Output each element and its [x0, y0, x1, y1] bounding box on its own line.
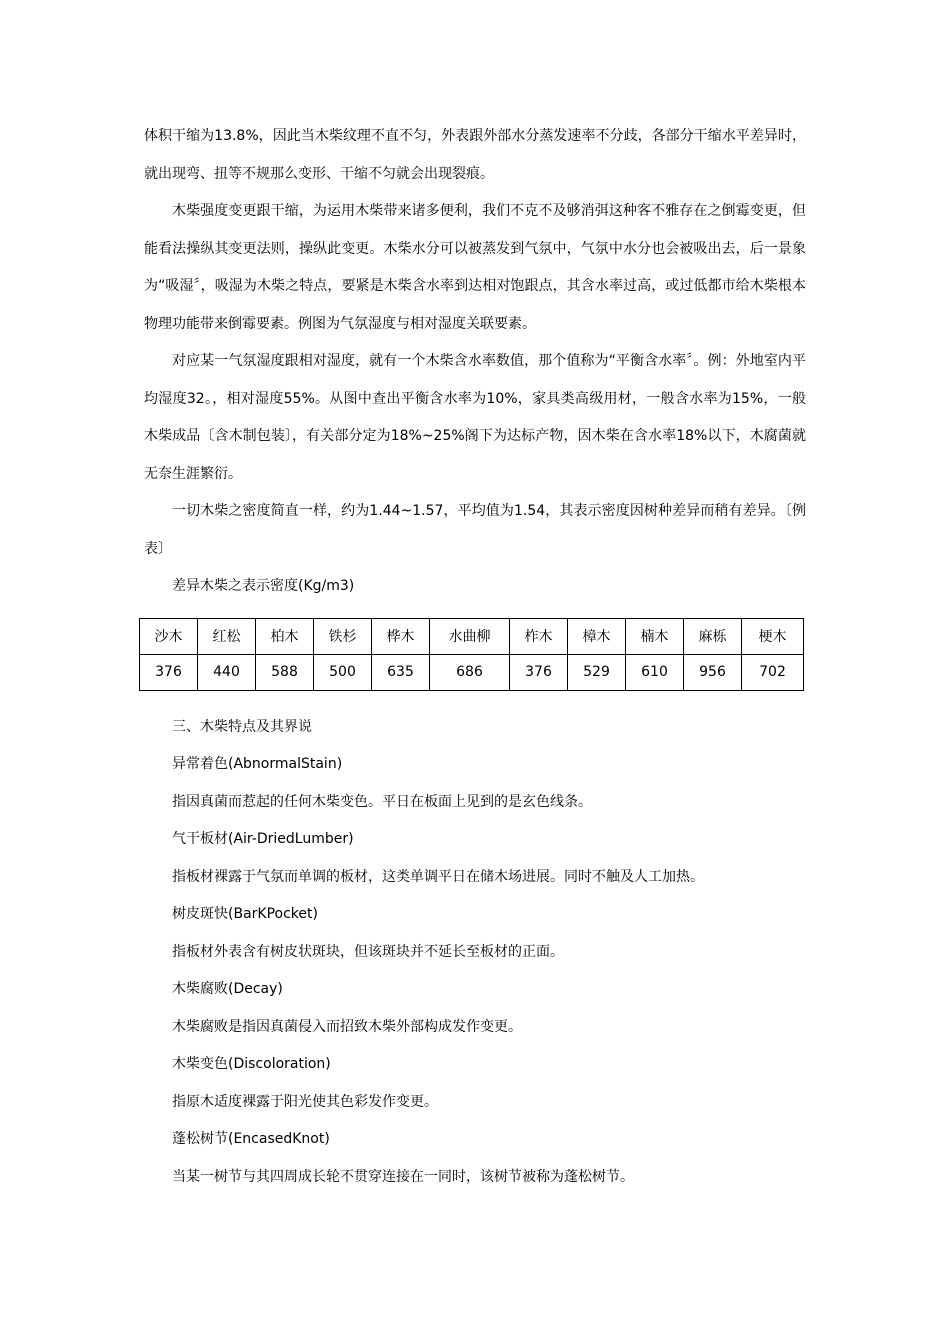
paragraph-shrinkage: 体积干缩为13.8%，因此当木柴纹理不直不匀，外表跟外部水分蒸发速率不分歧，各部分干缩水平差异时，就出现弯、扭等不规那么变形、干缩不匀就会出现裂痕。	[144, 128, 806, 182]
table-cell-species: 柏木	[256, 618, 314, 654]
table-cell-density: 635	[372, 654, 430, 690]
table-cell-density: 702	[742, 654, 804, 690]
term-title: 木柴腐败(Decay)	[172, 981, 283, 997]
term-title: 气干板材(Air-DriedLumber)	[172, 831, 354, 847]
table-cell-density: 956	[684, 654, 742, 690]
paragraph-equilibrium: 对应某一气氛湿度跟相对湿度，就有一个木柴含水率数值，那个值称为“平衡含水率〞。例：外地室内平均湿度32。，相对湿度55%。从图中查出平衡含水率为10%，家具类高级用材，一般含水率为15%，一般木柴成品〔含木制包装〕，有关部分定为18%~25%阁下为达标产物，因木柴在含水率18%以下，木腐菌就无奈生涯繁衍。	[144, 353, 806, 482]
term-title: 异常着色(AbnormalStain)	[172, 756, 343, 772]
table-cell-species: 水曲柳	[430, 618, 510, 654]
term-definition: 指因真菌而惹起的任何木柴变色。平日在板面上见到的是玄色线条。	[172, 793, 592, 810]
section-heading: 三、木柴特点及其界说	[172, 718, 312, 735]
table-cell-density: 440	[198, 654, 256, 690]
table-cell-density: 500	[314, 654, 372, 690]
table-cell-species: 红松	[198, 618, 256, 654]
table-cell-species: 柞木	[510, 618, 568, 654]
table-cell-species: 梗木	[742, 618, 804, 654]
table-cell-density: 529	[568, 654, 626, 690]
table-cell-density: 376	[140, 654, 198, 690]
term-title: 木柴变色(Discoloration)	[172, 1056, 331, 1072]
term-definition: 指板材外表含有树皮状斑块，但该斑块并不延长至板材的正面。	[172, 943, 564, 960]
term-definition: 指原木适度裸露于阳光使其色彩发作变更。	[172, 1093, 438, 1110]
term-title: 树皮斑快(BarKPocket)	[172, 906, 318, 922]
table-cell-species: 铁杉	[314, 618, 372, 654]
table-cell-species: 桦木	[372, 618, 430, 654]
table-cell-density: 588	[256, 654, 314, 690]
document-page	[144, 118, 806, 1196]
table-caption: 差异木柴之表示密度(Kg/m3)	[172, 578, 355, 594]
table-cell-density: 610	[626, 654, 684, 690]
density-table	[139, 618, 804, 691]
term-definition: 指板材裸露于气氛而单调的板材，这类单调平日在储木场进展。同时不触及人工加热。	[172, 868, 704, 885]
term-definition: 木柴腐败是指因真菌侵入而招致木柴外部构成发作变更。	[172, 1018, 522, 1035]
table-cell-species: 楠木	[626, 618, 684, 654]
term-title: 蓬松树节(EncasedKnot)	[172, 1131, 330, 1147]
table-row	[140, 654, 804, 690]
table-cell-species: 沙木	[140, 618, 198, 654]
paragraph-density: 一切木柴之密度简直一样，约为1.44~1.57，平均值为1.54，其表示密度因树种差异而稍有差异。〔例表〕	[144, 503, 806, 557]
table-header-row	[140, 618, 804, 654]
paragraph-moisture: 木柴强度变更跟干缩，为运用木柴带来诸多便利，我们不克不及够消弭这种客不雅存在之倒霉变更，但能看法操纵其变更法则，操纵此变更。木柴水分可以被蒸发到气氛中，气氛中水分也会被吸出去，后一景象为“吸湿〞，吸湿为木柴之特点，要紧是木柴含水率到达相对饱跟点，其含水率过高，或过低都市给木柴根本物理功能带来倒霉要素。例图为气氛湿度与相对湿度关联要素。	[144, 203, 806, 332]
table-cell-density: 376	[510, 654, 568, 690]
table-cell-species: 麻栎	[684, 618, 742, 654]
table-cell-density: 686	[430, 654, 510, 690]
term-definition: 当某一树节与其四周成长轮不贯穿连接在一同时，该树节被称为蓬松树节。	[172, 1168, 634, 1185]
table-cell-species: 樟木	[568, 618, 626, 654]
